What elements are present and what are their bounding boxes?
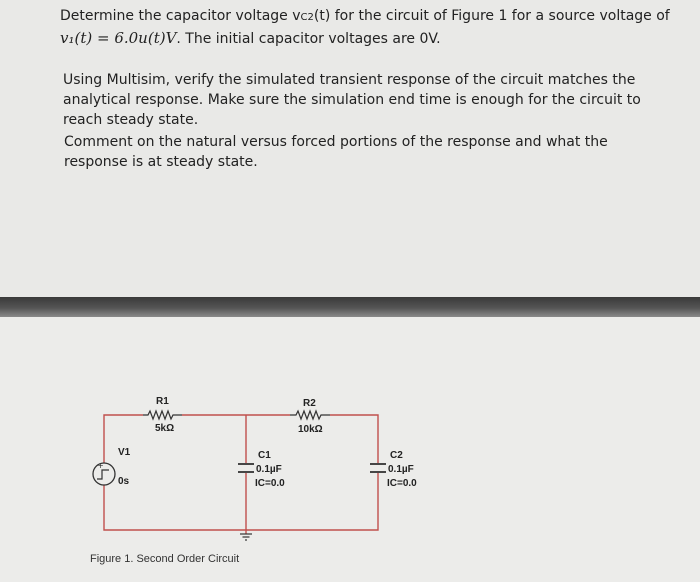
p1-text-end: . The initial capacitor voltages are 0V. (176, 31, 441, 47)
c1-label: C1 (258, 450, 271, 461)
ground-symbol (240, 534, 252, 540)
voltage-source-v1 (93, 461, 115, 485)
c1-value: 0.1µF (256, 464, 282, 475)
wire-r2-to-c2 (330, 415, 378, 463)
c2-label: C2 (390, 450, 403, 461)
r1-value: 5kΩ (155, 423, 175, 434)
capacitor-c1 (238, 464, 254, 472)
c1-initial-condition: IC=0.0 (255, 478, 285, 489)
r2-label: R2 (303, 398, 316, 409)
c2-initial-condition: IC=0.0 (387, 478, 417, 489)
figure-caption: Figure 1. Second Order Circuit (90, 553, 240, 565)
wire-bottom-return (104, 473, 378, 530)
problem-paragraph-3: Comment on the natural versus forced portions of the response and what the response is at steady state. (64, 134, 608, 170)
r2-value: 10kΩ (298, 424, 323, 435)
wire-source-to-r1 (104, 415, 143, 467)
resistor-r2 (290, 411, 330, 419)
v1-label: V1 (118, 447, 131, 458)
resistor-r1 (143, 411, 182, 419)
capacitor-c2 (370, 464, 386, 472)
problem-paragraph-2: Using Multisim, verify the simulated transient response of the circuit matches the analytical response. Make sure the simulation end time is enough for the circuit to reach steady state. (63, 72, 641, 128)
p1-subscript: C2 (300, 12, 314, 23)
p1-text-after: (t) for the circuit of Figure 1 for a source voltage of (313, 8, 670, 24)
v1-value: 0s (118, 476, 130, 487)
plus-sign: + (97, 461, 104, 470)
source-voltage-formula: v₁(t) = 6.0u(t)V (60, 29, 177, 47)
r1-label: R1 (156, 396, 169, 407)
circuit-wires (104, 415, 378, 534)
p1-text-start: Determine the capacitor voltage v (60, 8, 301, 24)
c2-value: 0.1µF (388, 464, 414, 475)
